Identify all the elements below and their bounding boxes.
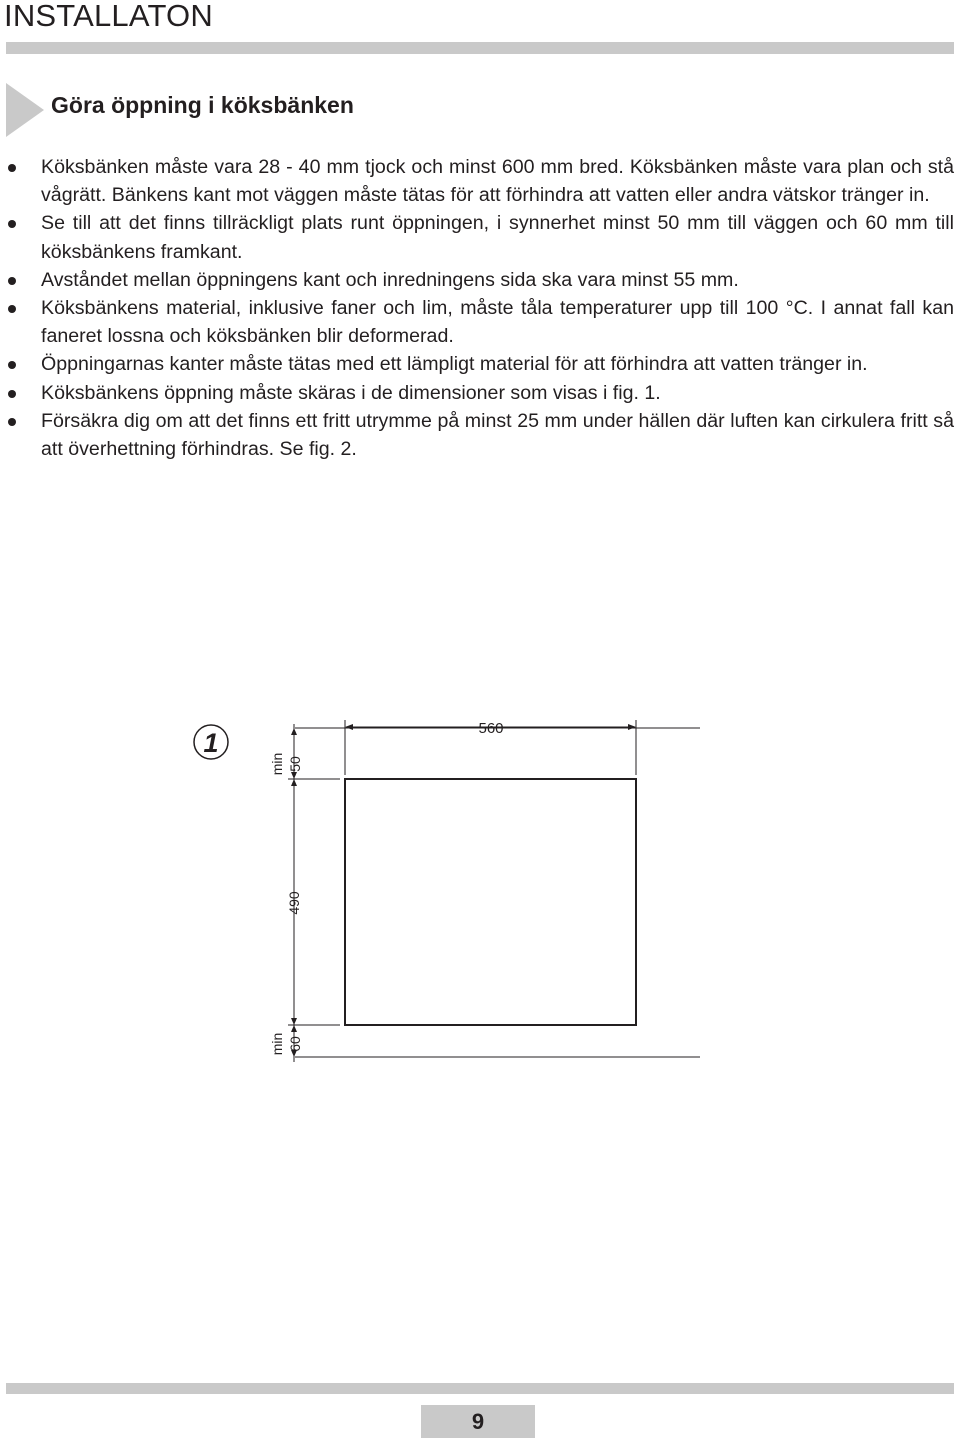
page-title: INSTALLATON [4, 0, 213, 33]
list-item [0, 407, 960, 463]
list-item-text: Försäkra dig om att det finns ett fritt utrymme på minst 25 mm under hällen där luften kan cirkulera fritt så att överhettning förhindras. Se fig. 2. [41, 409, 954, 461]
front-arrow-top [291, 1025, 297, 1032]
width-arrow-left [345, 724, 353, 730]
list-item-text: Avståndet mellan öppningens kant och inredningens sida ska vara minst 55 mm. [41, 268, 739, 291]
front-clearance-min-label: min [269, 1032, 285, 1056]
triangle-arrow-icon [6, 83, 44, 137]
list-item-text: Se till att det finns tillräckligt plats runt öppningen, i synnerhet minst 50 mm till väggen och 60 mm till köksbänkens framkant. [41, 212, 954, 263]
list-item-text: Köksbänkens material, inklusive faner och lim, måste tåla temperaturer upp till 100 °C. I annat fall kan faneret lossna och köksbänken blir deformerad. [41, 297, 954, 348]
depth-arrow-bottom [291, 1018, 297, 1025]
cutout-rectangle [345, 779, 636, 1025]
front-clearance-value: 60 [287, 1036, 303, 1052]
bullet-dot-icon [8, 164, 16, 172]
list-item [0, 209, 960, 265]
list-item-text: Köksbänkens öppning måste skäras i de dimensioner som visas i fig. 1. [41, 381, 661, 404]
list-item [0, 266, 960, 294]
bullet-dot-icon [8, 220, 16, 228]
bullet-dot-icon [8, 418, 16, 426]
list-item [0, 379, 960, 407]
figure-number: 1 [203, 728, 219, 758]
width-arrow-right [628, 724, 636, 730]
bullet-dot-icon [8, 277, 16, 285]
list-item-text: Öppningarnas kanter måste tätas med ett lämpligt material för att förhindra att vatten tränger in. [41, 353, 868, 376]
header-rule [6, 42, 954, 54]
cutout-dimension-figure [0, 690, 960, 1090]
section-heading: Göra öppning i köksbänken [51, 92, 354, 118]
footer-rule [6, 1383, 954, 1394]
rear-clearance-value: 50 [287, 756, 303, 772]
bullet-dot-icon [8, 305, 16, 313]
list-item [0, 350, 960, 378]
bullet-dot-icon [8, 390, 16, 398]
depth-label: 490 [286, 891, 302, 915]
list-item-text: Köksbänken måste vara 28 - 40 mm tjock och minst 600 mm bred. Köksbänken måste vara plan och stå vågrätt. Bänkens kant mot väggen måste tätas för att förhindra att vatten eller andra vätskor tränger in. [41, 156, 954, 207]
bullet-dot-icon [8, 361, 16, 369]
rear-arrow-top [291, 728, 297, 735]
list-item [0, 294, 960, 350]
rear-clearance-min-label: min [269, 752, 285, 776]
instruction-list [0, 153, 960, 463]
rear-arrow-bottom [291, 772, 297, 779]
page-number: 9 [421, 1405, 535, 1438]
depth-arrow-top [291, 779, 297, 786]
width-label: 560 [478, 720, 504, 737]
list-item [0, 153, 960, 209]
